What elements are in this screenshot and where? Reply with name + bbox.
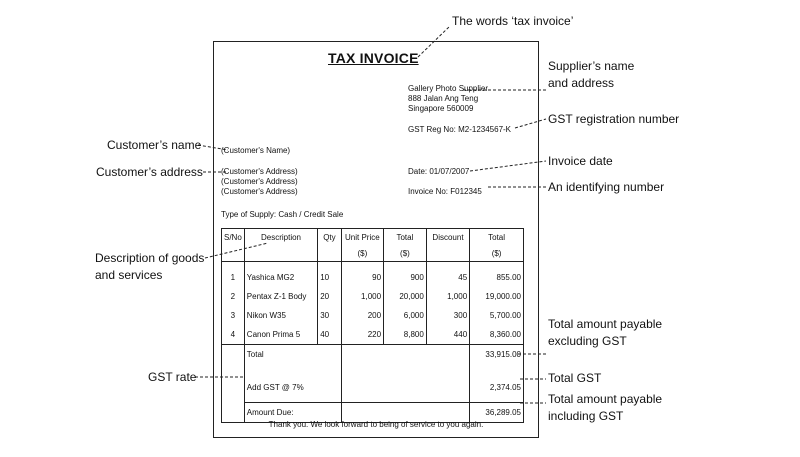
- item-qty: 10: [318, 262, 341, 288]
- header-description: Description: [244, 229, 317, 247]
- summary-due-value: 36,289.05: [470, 403, 524, 423]
- supplier-name: Gallery Photo Supplier: [408, 84, 489, 93]
- annotation-supplier-line2: and address: [548, 76, 615, 90]
- gst-reg-number: GST Reg No: M2-1234567-K: [408, 125, 512, 134]
- customer-name: (Customer's Name): [221, 146, 291, 155]
- table-row: [222, 262, 524, 288]
- annotation-gst-rate: GST rate: [148, 370, 197, 384]
- annotation-description-line2: and services: [95, 268, 163, 282]
- item-description: Canon Prima 5: [244, 325, 317, 345]
- annotation-tax-invoice: The words ‘tax invoice’: [452, 14, 574, 28]
- item-net-total: 855.00: [470, 262, 524, 288]
- item-net-total: 5,700.00: [470, 306, 524, 325]
- header-qty: Qty: [318, 229, 341, 247]
- annotation-total-incl-line2: including GST: [548, 409, 624, 423]
- annotation-invoice-date: Invoice date: [548, 154, 613, 168]
- item-sno: 2: [222, 287, 245, 306]
- header-net-total: Total: [470, 229, 524, 247]
- customer-address-1: (Customer's Address): [221, 167, 298, 176]
- invoice-items-table: [221, 228, 524, 423]
- header-discount: Discount: [426, 229, 469, 247]
- item-net-total: 19,000.00: [470, 287, 524, 306]
- annotation-total-incl-line1: Total amount payable: [548, 392, 663, 406]
- item-unit-price: 220: [341, 325, 383, 345]
- annotation-description-line1: Description of goods: [95, 251, 205, 265]
- item-discount: 440: [426, 325, 469, 345]
- invoice-number: Invoice No: F012345: [408, 187, 482, 196]
- table-header-row: [222, 229, 524, 247]
- header-sno: S/No: [222, 229, 245, 247]
- annotation-supplier-line1: Supplier’s name: [548, 59, 635, 73]
- header-total: Total: [384, 229, 427, 247]
- item-description: Yashica MG2: [244, 262, 317, 288]
- item-total: 20,000: [384, 287, 427, 306]
- annotation-customer-address: Customer’s address: [96, 165, 203, 179]
- summary-total-row: [222, 345, 524, 365]
- header-unit-price: Unit Price: [341, 229, 383, 247]
- item-unit-price: 90: [341, 262, 383, 288]
- annotation-total-gst: Total GST: [548, 371, 602, 385]
- table-row: [222, 287, 524, 306]
- summary-gst-value: 2,374.05: [470, 364, 524, 403]
- item-unit-price: 200: [341, 306, 383, 325]
- invoice-date: Date: 01/07/2007: [408, 167, 470, 176]
- item-total: 8,800: [384, 325, 427, 345]
- item-qty: 30: [318, 306, 341, 325]
- item-qty: 20: [318, 287, 341, 306]
- item-sno: 4: [222, 325, 245, 345]
- customer-address-3: (Customer's Address): [221, 187, 298, 196]
- customer-address-2: (Customer's Address): [221, 177, 298, 186]
- item-qty: 40: [318, 325, 341, 345]
- type-of-supply: Type of Supply: Cash / Credit Sale: [221, 210, 344, 219]
- item-total: 6,000: [384, 306, 427, 325]
- item-sno: 1: [222, 262, 245, 288]
- summary-total-label: Total: [244, 345, 341, 365]
- tax-invoice-document: [213, 41, 539, 438]
- header-net-total-currency: ($): [470, 246, 524, 262]
- invoice-title: TAX INVOICE: [328, 50, 419, 66]
- item-unit-price: 1,000: [341, 287, 383, 306]
- summary-gst-label: Add GST @ 7%: [244, 364, 341, 403]
- annotation-gst-reg: GST registration number: [548, 112, 680, 126]
- item-discount: 45: [426, 262, 469, 288]
- supplier-street: 888 Jalan Ang Teng: [408, 94, 479, 103]
- annotation-total-excl-line1: Total amount payable: [548, 317, 663, 331]
- annotation-total-excl-line2: excluding GST: [548, 334, 627, 348]
- annotation-customer-name: Customer’s name: [107, 138, 202, 152]
- invoice-footer-note: Thank you. We look forward to being of service to you again.: [268, 420, 484, 429]
- table-header-units-row: [222, 246, 524, 262]
- item-sno: 3: [222, 306, 245, 325]
- item-net-total: 8,360.00: [470, 325, 524, 345]
- item-total: 900: [384, 262, 427, 288]
- supplier-city: Singapore 560009: [408, 104, 474, 113]
- header-unit-price-currency: ($): [341, 246, 383, 262]
- item-description: Pentax Z-1 Body: [244, 287, 317, 306]
- item-discount: 300: [426, 306, 469, 325]
- item-description: Nikon W35: [244, 306, 317, 325]
- header-total-currency: ($): [384, 246, 427, 262]
- summary-due-label: Amount Due:: [244, 403, 341, 423]
- annotation-identifying-number: An identifying number: [548, 180, 665, 194]
- table-row: [222, 306, 524, 325]
- item-discount: 1,000: [426, 287, 469, 306]
- summary-total-value: 33,915.00: [470, 345, 524, 365]
- table-row: [222, 325, 524, 345]
